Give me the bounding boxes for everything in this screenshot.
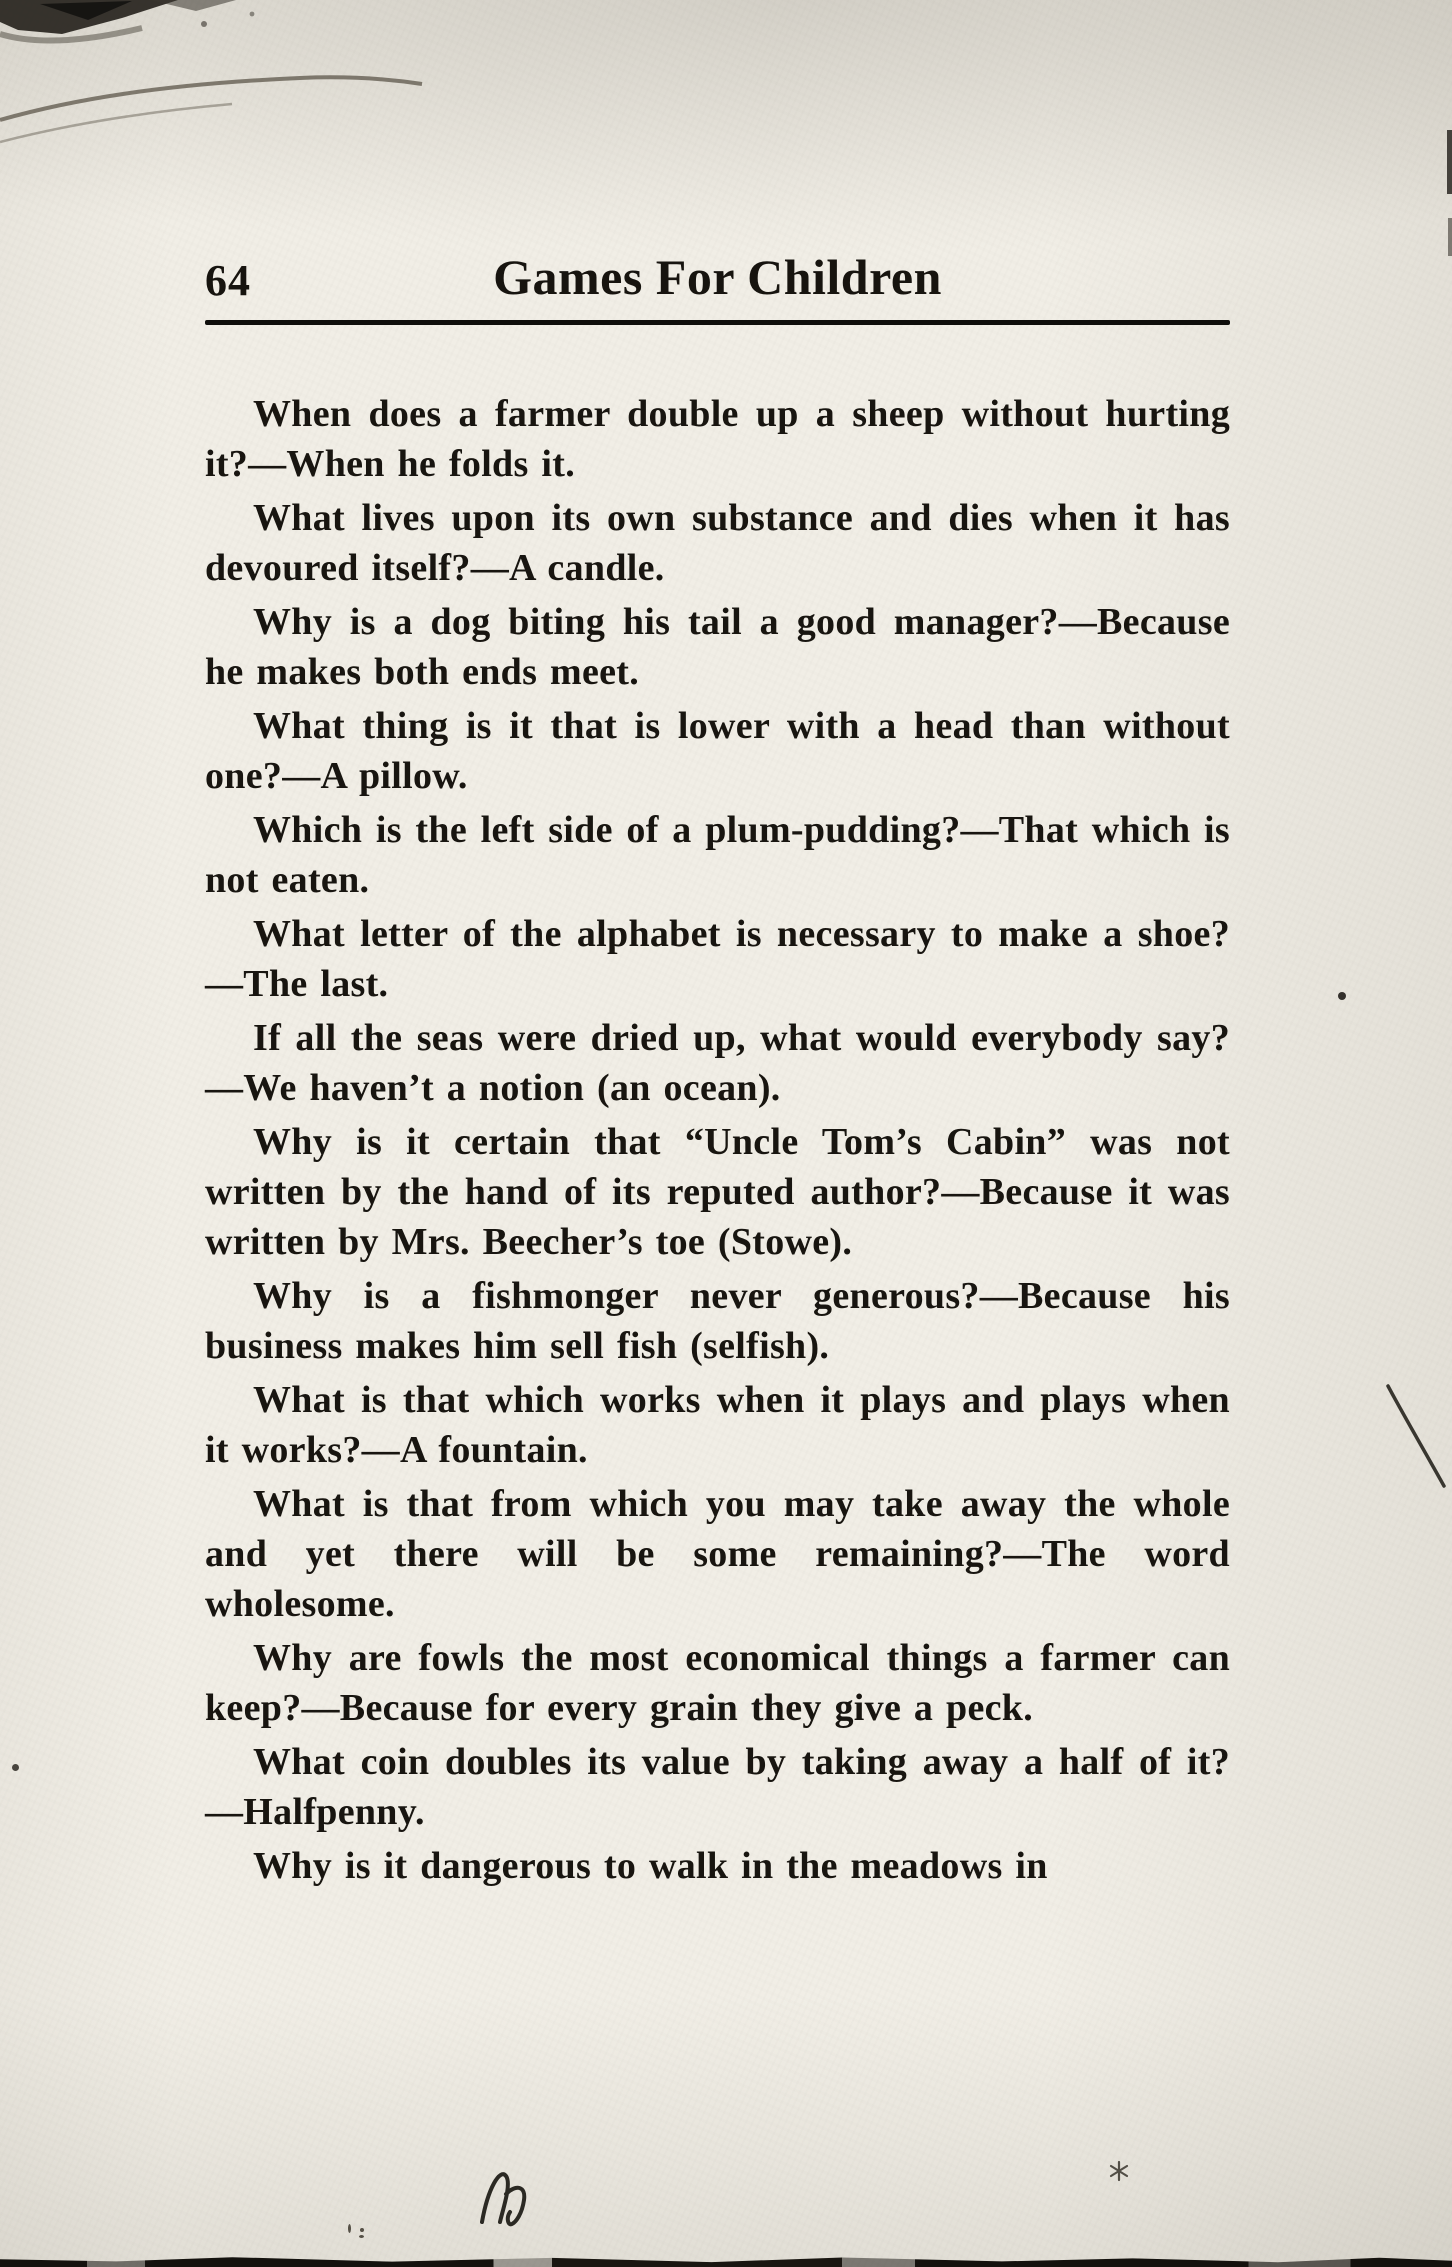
ink-dot-icon (1338, 992, 1346, 1000)
riddle-paragraph: Why is a fishmonger never generous?—Because his business makes him sell fish (selfish). (205, 1275, 1230, 1367)
pen-slash-icon (1382, 1382, 1452, 1492)
page-header (205, 246, 1230, 308)
running-title: Games For Children (493, 249, 942, 305)
right-edge-mark-icon (1447, 130, 1452, 194)
riddle-paragraph: What thing is it that is lower with a head than without one?—A pillow. (205, 705, 1230, 797)
riddle-paragraph: What coin doubles its value by taking away a half of it?—Halfpenny. (205, 1741, 1230, 1833)
faint-pencil-marks (348, 2222, 374, 2242)
riddle-paragraph: Why are fowls the most economical things a farmer can keep?—Because for every grain they give a peck. (205, 1637, 1230, 1729)
riddle-paragraph: Why is it certain that “Uncle Tom’s Cabin” was not written by the hand of its reputed author?—Because it was written by Mrs. Beecher’s toe (Stowe). (205, 1121, 1230, 1263)
riddle-paragraph: What letter of the alphabet is necessary to make a shoe?—The last. (205, 913, 1230, 1005)
page-number: 64 (205, 256, 251, 305)
riddle-paragraph: What lives upon its own substance and dies when it has devoured itself?—A candle. (205, 497, 1230, 589)
riddle-paragraph: Which is the left side of a plum-pudding?—That which is not eaten. (205, 809, 1230, 901)
scan-edge-bottom (0, 2253, 1452, 2267)
riddle-paragraph: When does a farmer double up a sheep without hurting it?—When he folds it. (205, 393, 1230, 485)
ink-dot-icon (12, 1764, 19, 1771)
riddle-paragraph: If all the seas were dried up, what would everybody say?—We haven’t a notion (an ocean). (205, 1017, 1230, 1109)
riddle-paragraph: What is that from which you may take away the whole and yet there will be some remaining?—The word wholesome. (205, 1483, 1230, 1625)
ink-speck-icon (1108, 2160, 1130, 2182)
riddle-paragraph: Why is it dangerous to walk in the meadows in (253, 1845, 1048, 1887)
handwritten-mark-icon (468, 2160, 564, 2236)
header-rule (205, 320, 1230, 325)
riddle-paragraph: Why is a dog biting his tail a good manager?—Because he makes both ends meet. (205, 601, 1230, 693)
torn-corner-artifact (0, 0, 430, 230)
right-edge-mark-icon (1448, 218, 1452, 256)
riddle-paragraph: What is that which works when it plays and plays when it works?—A fountain. (205, 1379, 1230, 1471)
text-block (205, 389, 1230, 1891)
